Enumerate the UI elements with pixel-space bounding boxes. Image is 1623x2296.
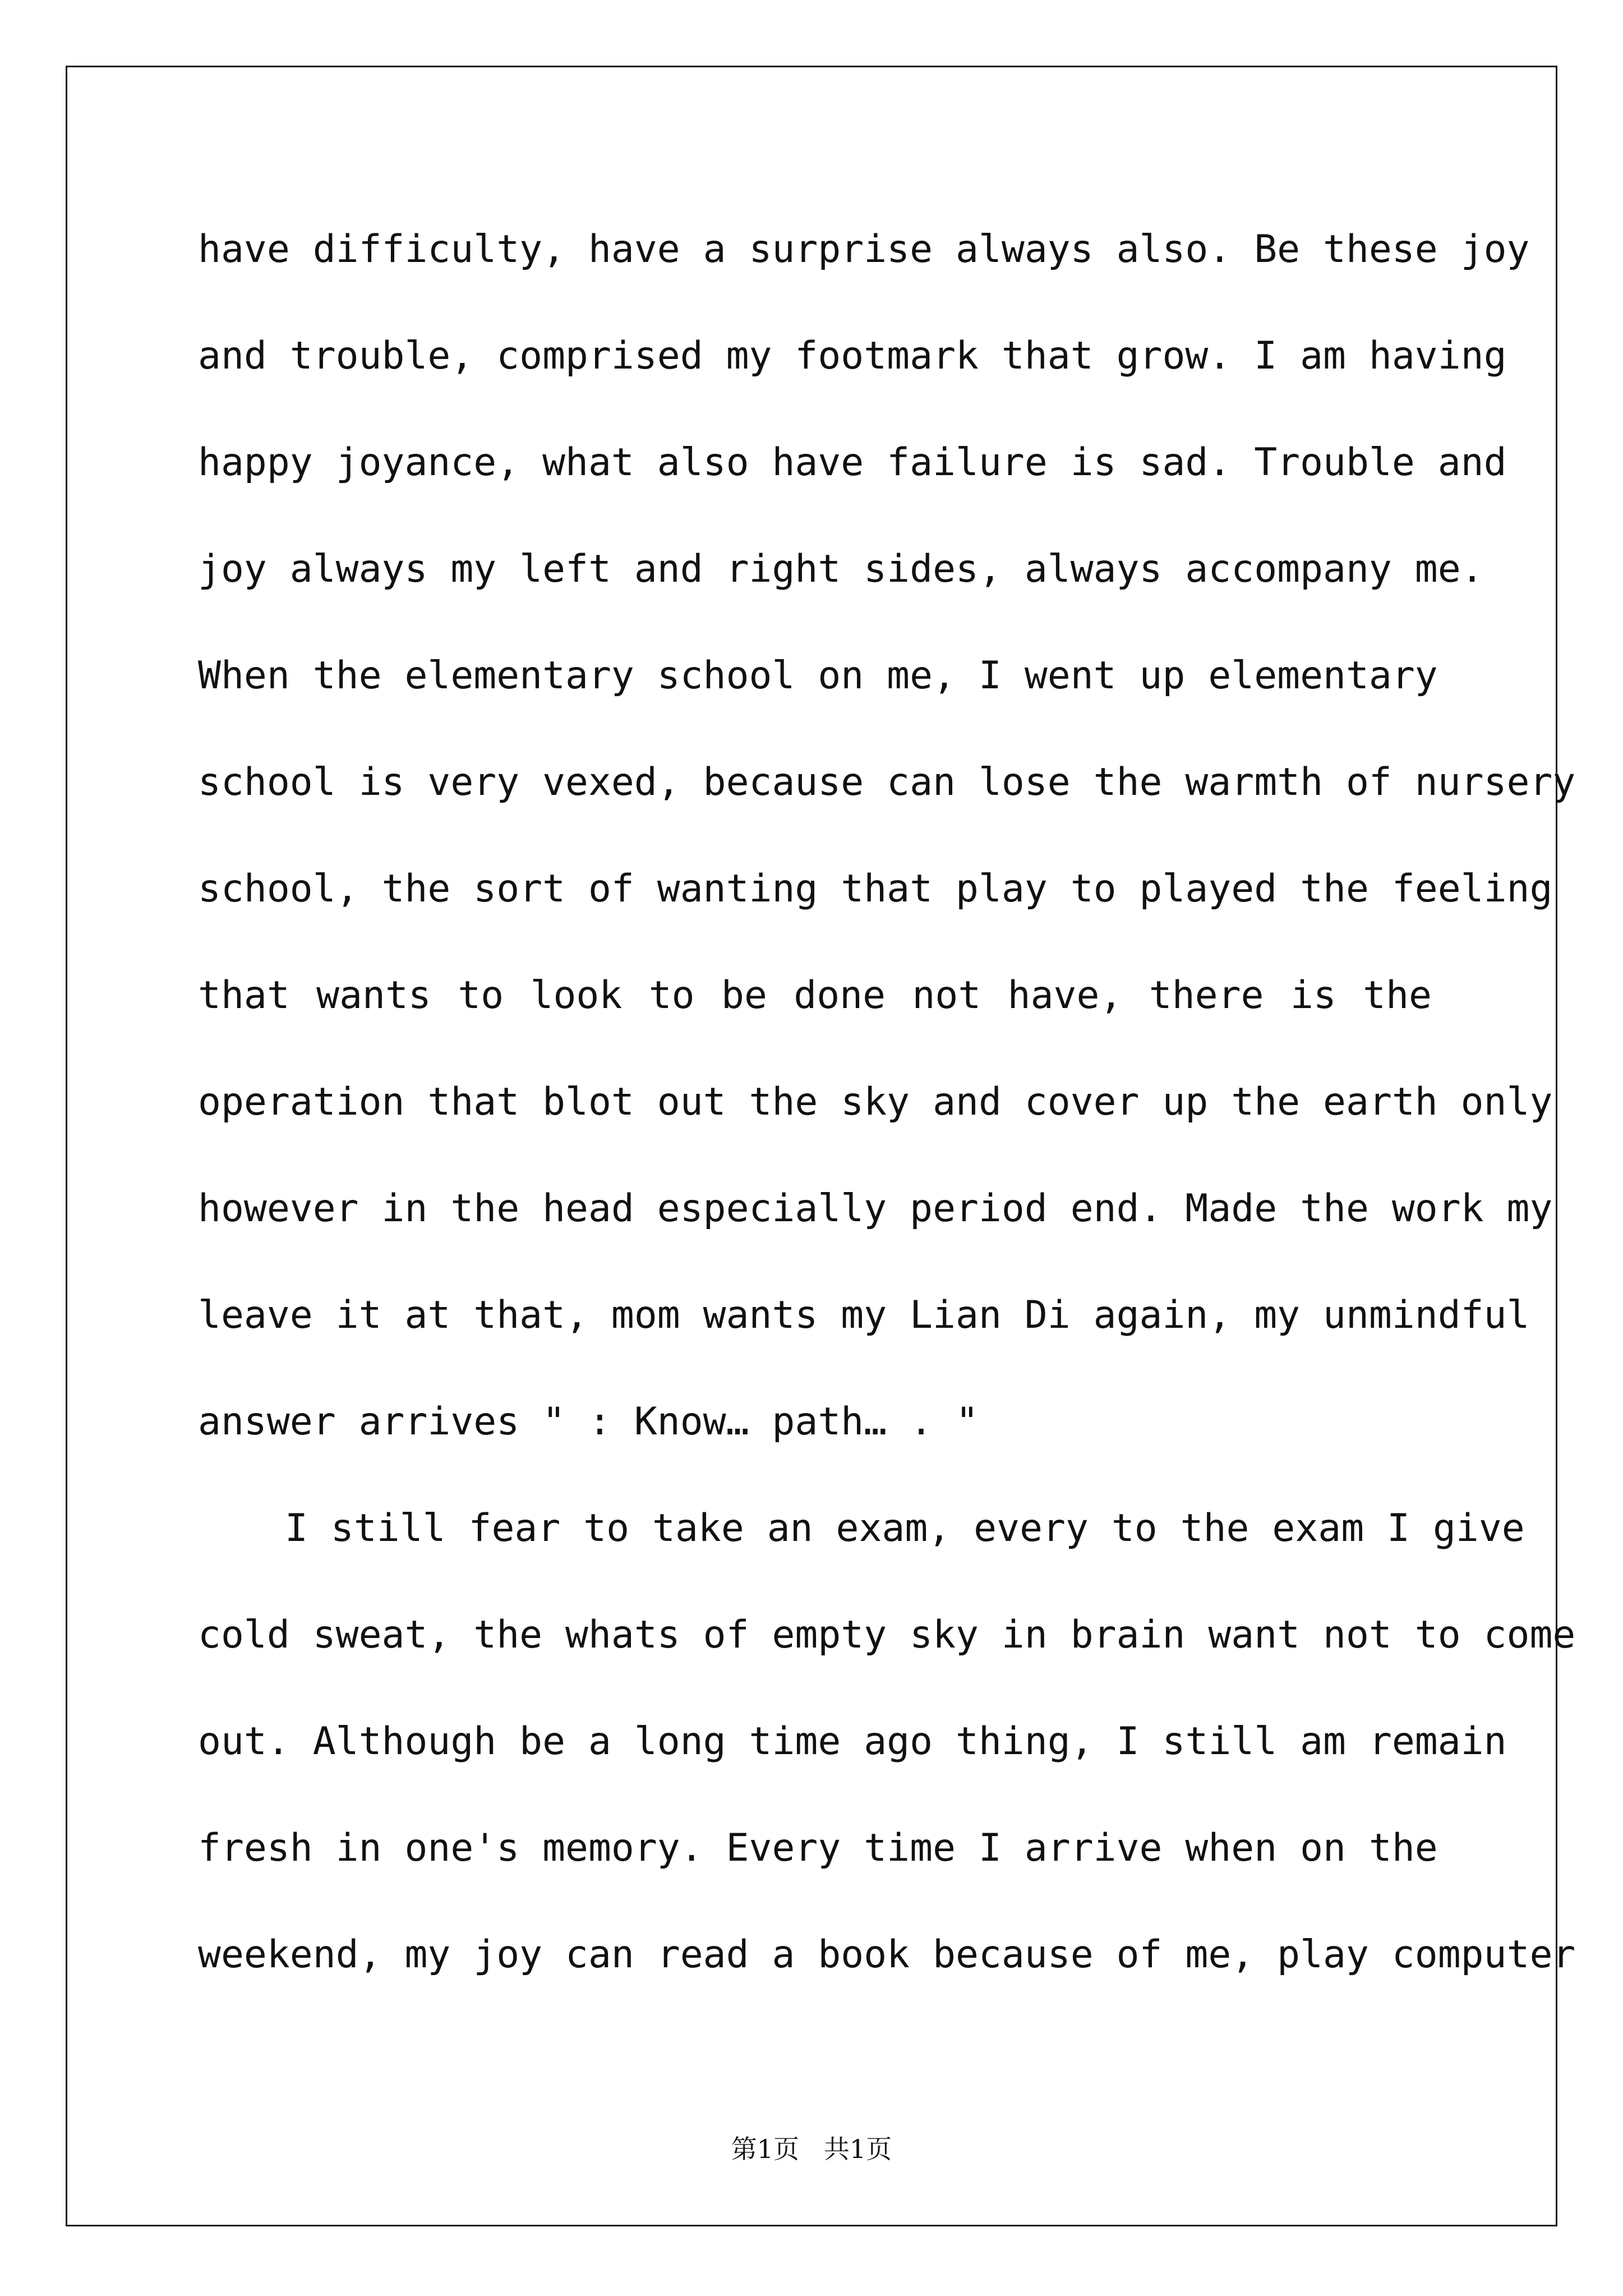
document-body [198, 216, 1576, 2028]
text-line: weekend, my joy can read a book because of me, play computer [198, 1932, 1576, 1977]
text-line: that wants to look to be done not have, there is the [198, 973, 1432, 1018]
text-line: operation that blot out the sky and cover up the earth only [198, 1080, 1553, 1124]
text-line: happy joyance, what also have failure is sad. Trouble and [198, 440, 1507, 485]
text-line: answer arrives " : Know… path… . " [198, 1400, 979, 1444]
text-line: have difficulty, have a surprise always also. Be these joy [198, 227, 1530, 272]
page-number-footer: 第1页 共1页 [731, 2134, 892, 2164]
text-line: When the elementary school on me, I went up elementary [198, 654, 1438, 698]
text-line: school, the sort of wanting that play to played the feeling [198, 867, 1553, 911]
paragraph-start-line: I still fear to take an exam, every to the exam I give [285, 1506, 1525, 1550]
text-line: cold sweat, the whats of empty sky in brain want not to come [198, 1613, 1576, 1657]
text-line: and trouble, comprised my footmark that grow. I am having [198, 334, 1507, 378]
text-line: fresh in one's memory. Every time I arrive when on the [198, 1826, 1438, 1870]
text-line: school is very vexed, because can lose the warmth of nursery [198, 760, 1576, 804]
text-line: however in the head especially period end. Made the work my [198, 1186, 1553, 1231]
text-line: leave it at that, mom wants my Lian Di again, my unmindful [198, 1293, 1530, 1337]
text-line: out. Although be a long time ago thing, I still am remain [198, 1719, 1507, 1764]
text-line: joy always my left and right sides, always accompany me. [198, 547, 1484, 591]
